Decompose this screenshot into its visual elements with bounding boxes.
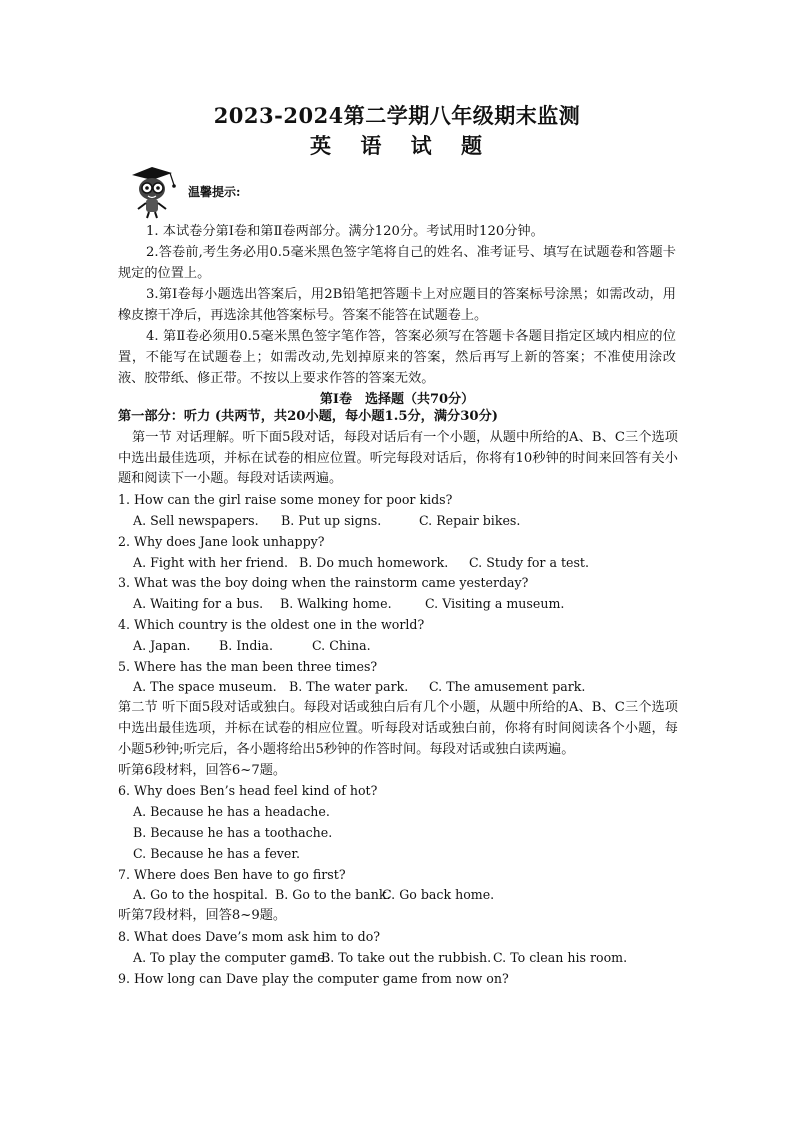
option: C. Visiting a museum. (425, 596, 565, 612)
option: A. Because he has a headache. (133, 804, 330, 820)
option: C. To clean his room. (493, 949, 628, 965)
option: A. Go to the hospital. (133, 887, 268, 903)
graduate-mascot-icon (128, 165, 178, 220)
option: B. India. (219, 637, 273, 653)
question-options (118, 636, 678, 657)
question-options (118, 948, 678, 969)
question-options (118, 885, 678, 906)
material-heading: 听第6段材料，回答6~7题。 (118, 762, 287, 778)
listening-part (118, 407, 678, 989)
option: B. Put up signs. (281, 512, 382, 528)
option: C. China. (312, 637, 371, 653)
section2-intro: 第二节 听下面5段对话或独白。每段对话或独白后有几个小题，从题中所给的A、B、C三个选项中选出最佳选项，并标在试卷的相应位置。听每段对话或独白前，你将有时间阅读各个小题，每小题5秒钟;听完后，各小题将给出5秒钟的作答时间。每段对话或独白读两遍。 (118, 700, 678, 757)
question-stem: 6. Why does Ben’s head feel kind of hot? (118, 783, 378, 799)
question-stem: 9. How long can Dave play the computer game from now on? (118, 970, 509, 986)
option: C. Repair bikes. (419, 512, 521, 528)
option: B. Go to the bank. (275, 887, 391, 903)
option: B. Because he has a toothache. (133, 824, 333, 840)
option: B. The water park. (289, 679, 409, 695)
option: A. To play the computer game. (133, 949, 329, 965)
exam-title: 2023-2024第二学期八年级期末监测 (213, 103, 581, 128)
option: C. Because he has a fever. (133, 845, 300, 861)
instruction-item: 1. 本试卷分第Ⅰ卷和第Ⅱ卷两部分。满分120分。考试用时120分钟。 (146, 224, 544, 239)
question-stem: 7. Where does Ben have to go first? (118, 866, 346, 882)
material-heading: 听第7段材料，回答8~9题。 (118, 908, 287, 924)
option: B. Do much homework. (299, 554, 449, 570)
instruction-item: 3.第Ⅰ卷每小题选出答案后，用2B铅笔把答题卡上对应题目的答案标号涂黑；如需改动，用橡皮擦干净后，再选涂其他答案标号。答案不能答在试题卷上。 (118, 287, 676, 323)
option: C. Study for a test. (469, 554, 589, 570)
question-options (118, 594, 678, 615)
question-stem: 3. What was the boy doing when the rainstorm came yesterday? (118, 575, 529, 591)
instruction-item: 2.答卷前,考生务必用0.5毫米黑色签字笔将自己的姓名、准考证号、填写在试题卷和答题卡规定的位置上。 (118, 245, 676, 281)
question-stem: 1. How can the girl raise some money for poor kids? (118, 492, 453, 508)
option: B. To take out the rubbish. (321, 949, 492, 965)
question-stem: 4. Which country is the oldest one in the world? (118, 616, 425, 632)
option: A. Sell newspapers. (133, 512, 259, 528)
instruction-item: 4. 第Ⅱ卷必须用0.5毫米黑色签字笔作答，答案必须写在答题卡各题目指定区域内相应的位置，不能写在试题卷上；如需改动,先划掉原来的答案，然后再写上新的答案；不准使用涂改液、胶带纸、修正带。不按以上要求作答的答案无效。 (118, 329, 676, 386)
part-heading: 第一部分：听力 (共两节，共20小题，每小题1.5分，满分30分) (118, 409, 499, 424)
option: A. Japan. (133, 637, 191, 653)
question-options (118, 511, 678, 532)
option: A. The space museum. (133, 679, 277, 695)
question-options (118, 677, 678, 698)
option: A. Fight with her friend. (133, 554, 289, 570)
question-stem: 8. What does Dave’s mom ask him to do? (118, 928, 381, 944)
question-stem: 5. Where has the man been three times? (118, 658, 378, 674)
section-title: 第Ⅰ卷 选择题（共70分） (319, 392, 475, 407)
option: A. Waiting for a bus. (133, 596, 264, 612)
question-stem: 2. Why does Jane look unhappy? (118, 533, 325, 549)
exam-subject: 英 语 试 题 (310, 133, 484, 158)
option: C. Go back home. (382, 887, 495, 903)
question-options (118, 553, 678, 574)
instructions (118, 221, 676, 389)
tips-label: 温馨提示: (188, 185, 241, 199)
option: B. Walking home. (280, 596, 392, 612)
option: C. The amusement park. (429, 679, 586, 695)
section1-intro: 第一节 对话理解。听下面5段对话，每段对话后有一个小题，从题中所给的A、B、C三个选项中选出最佳选项，并标在试卷的相应位置。听完每段对话后，你将有10秒钟的时间来回答有关小题和阅读下一小题。每段对话读两遍。 (118, 429, 678, 487)
